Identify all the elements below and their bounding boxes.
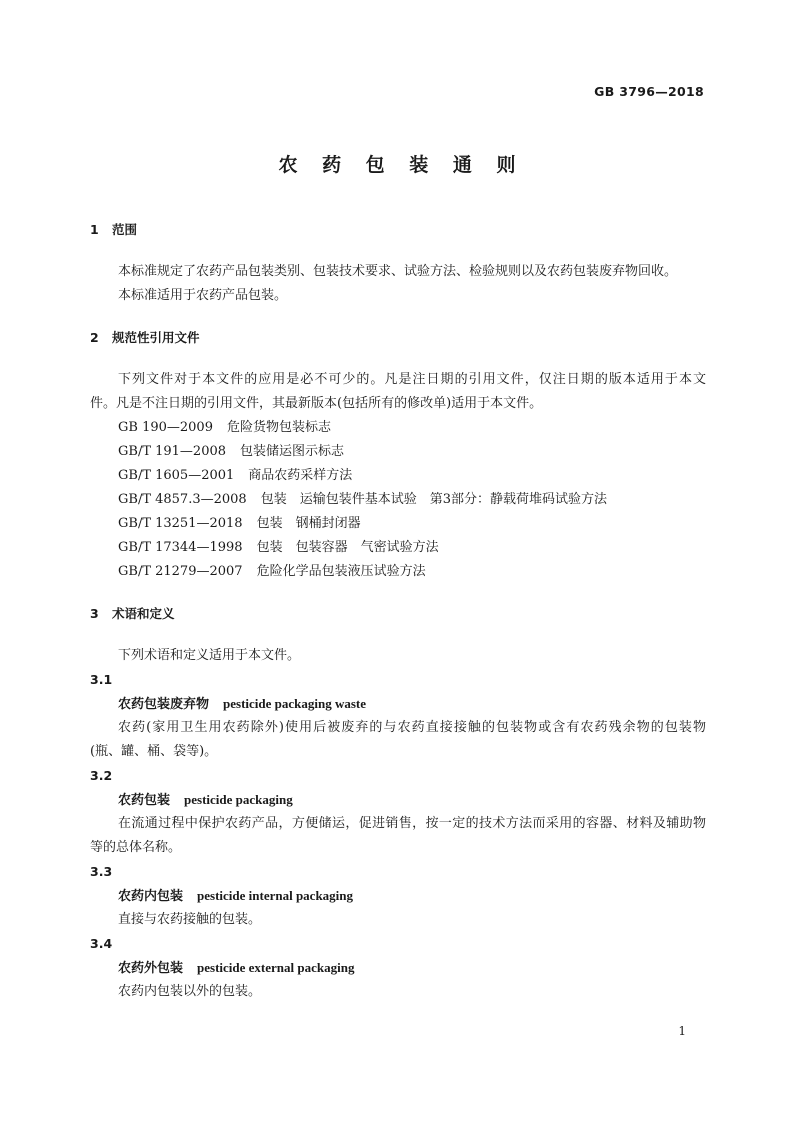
term-en: pesticide packaging [184, 792, 293, 807]
reference-code: GB/T 191—2008 [118, 444, 227, 459]
paragraph: 本标准适用于农药产品包装。 [118, 288, 288, 303]
term-definition: 农药内包装以外的包装。 [118, 984, 262, 999]
reference-item [90, 416, 706, 440]
reference-code: GB 190—2009 [118, 420, 213, 435]
reference-code: GB/T 17344—1998 [118, 540, 243, 555]
reference-title: 包装 运输包装件基本试验 第3部分：静载荷堆码试验方法 [260, 492, 607, 507]
section-heading-scope [90, 218, 706, 242]
term-number: 3.4 [90, 936, 113, 951]
section-number: 3 [90, 606, 99, 621]
reference-item [90, 488, 706, 512]
reference-title: 商品农药采样方法 [248, 468, 353, 483]
term-zh: 农药内包装 [118, 889, 184, 904]
document-body [90, 218, 706, 1004]
page-number: 1 [678, 1024, 686, 1038]
reference-code: GB/T 4857.3—2008 [118, 492, 247, 507]
term-en: pesticide packaging waste [223, 696, 367, 711]
term-zh: 农药包装废弃物 [118, 697, 210, 712]
term-heading [90, 788, 706, 812]
section-number: 2 [90, 330, 99, 345]
term-definition: 在流通过程中保护农药产品，方便储运，促进销售，按一定的技术方法而采用的容器、材料及辅助物 [118, 816, 706, 831]
document-code: GB 3796—2018 [594, 84, 704, 99]
reference-title: 包装储运图示标志 [240, 444, 345, 459]
paragraph: 下列文件对于本文件的应用是必不可少的。凡是注日期的引用文件，仅注日期的版本适用于本文 [118, 372, 706, 387]
term-definition-continued: 等的总体名称。 [90, 840, 182, 855]
reference-code: GB/T 21279—2007 [118, 564, 243, 579]
section-number: 1 [90, 222, 99, 237]
term-heading [90, 956, 706, 980]
reference-code: GB/T 13251—2018 [118, 516, 243, 531]
paragraph-continued: 件。凡是不注日期的引用文件，其最新版本(包括所有的修改单)适用于本文件。 [90, 396, 543, 411]
term-zh: 农药外包装 [118, 961, 184, 976]
term-number: 3.1 [90, 672, 113, 687]
section-heading-normative-references [90, 326, 706, 350]
reference-title: 危险化学品包装液压试验方法 [256, 564, 426, 579]
section-heading-terms-definitions [90, 602, 706, 626]
term-definition-continued: (瓶、罐、桶、袋等)。 [90, 744, 218, 759]
term-definition: 农药(家用卫生用农药除外)使用后被废弃的与农药直接接触的包装物或含有农药残余物的包装物 [118, 720, 706, 735]
reference-title: 包装 钢桶封闭器 [256, 516, 361, 531]
term-number: 3.2 [90, 768, 113, 783]
term-zh: 农药包装 [118, 793, 171, 808]
reference-code: GB/T 1605—2001 [118, 468, 235, 483]
reference-title: 危险货物包装标志 [226, 420, 331, 435]
term-en: pesticide external packaging [197, 960, 355, 975]
term-number: 3.3 [90, 864, 113, 879]
term-en: pesticide internal packaging [197, 888, 354, 903]
section-title: 范围 [112, 222, 138, 237]
document-title: 农 药 包 装 通 则 [278, 154, 525, 176]
reference-item [90, 536, 706, 560]
term-heading [90, 692, 706, 716]
section-title: 术语和定义 [112, 606, 175, 621]
section-title: 规范性引用文件 [112, 330, 200, 345]
reference-item [90, 440, 706, 464]
term-heading [90, 884, 706, 908]
paragraph: 下列术语和定义适用于本文件。 [118, 648, 301, 663]
reference-title: 包装 包装容器 气密试验方法 [256, 540, 439, 555]
reference-item [90, 512, 706, 536]
term-definition: 直接与农药接触的包装。 [118, 912, 262, 927]
reference-item [90, 560, 706, 584]
paragraph: 本标准规定了农药产品包装类别、包装技术要求、试验方法、检验规则以及农药包装废弃物回收。 [118, 264, 678, 279]
reference-item [90, 464, 706, 488]
